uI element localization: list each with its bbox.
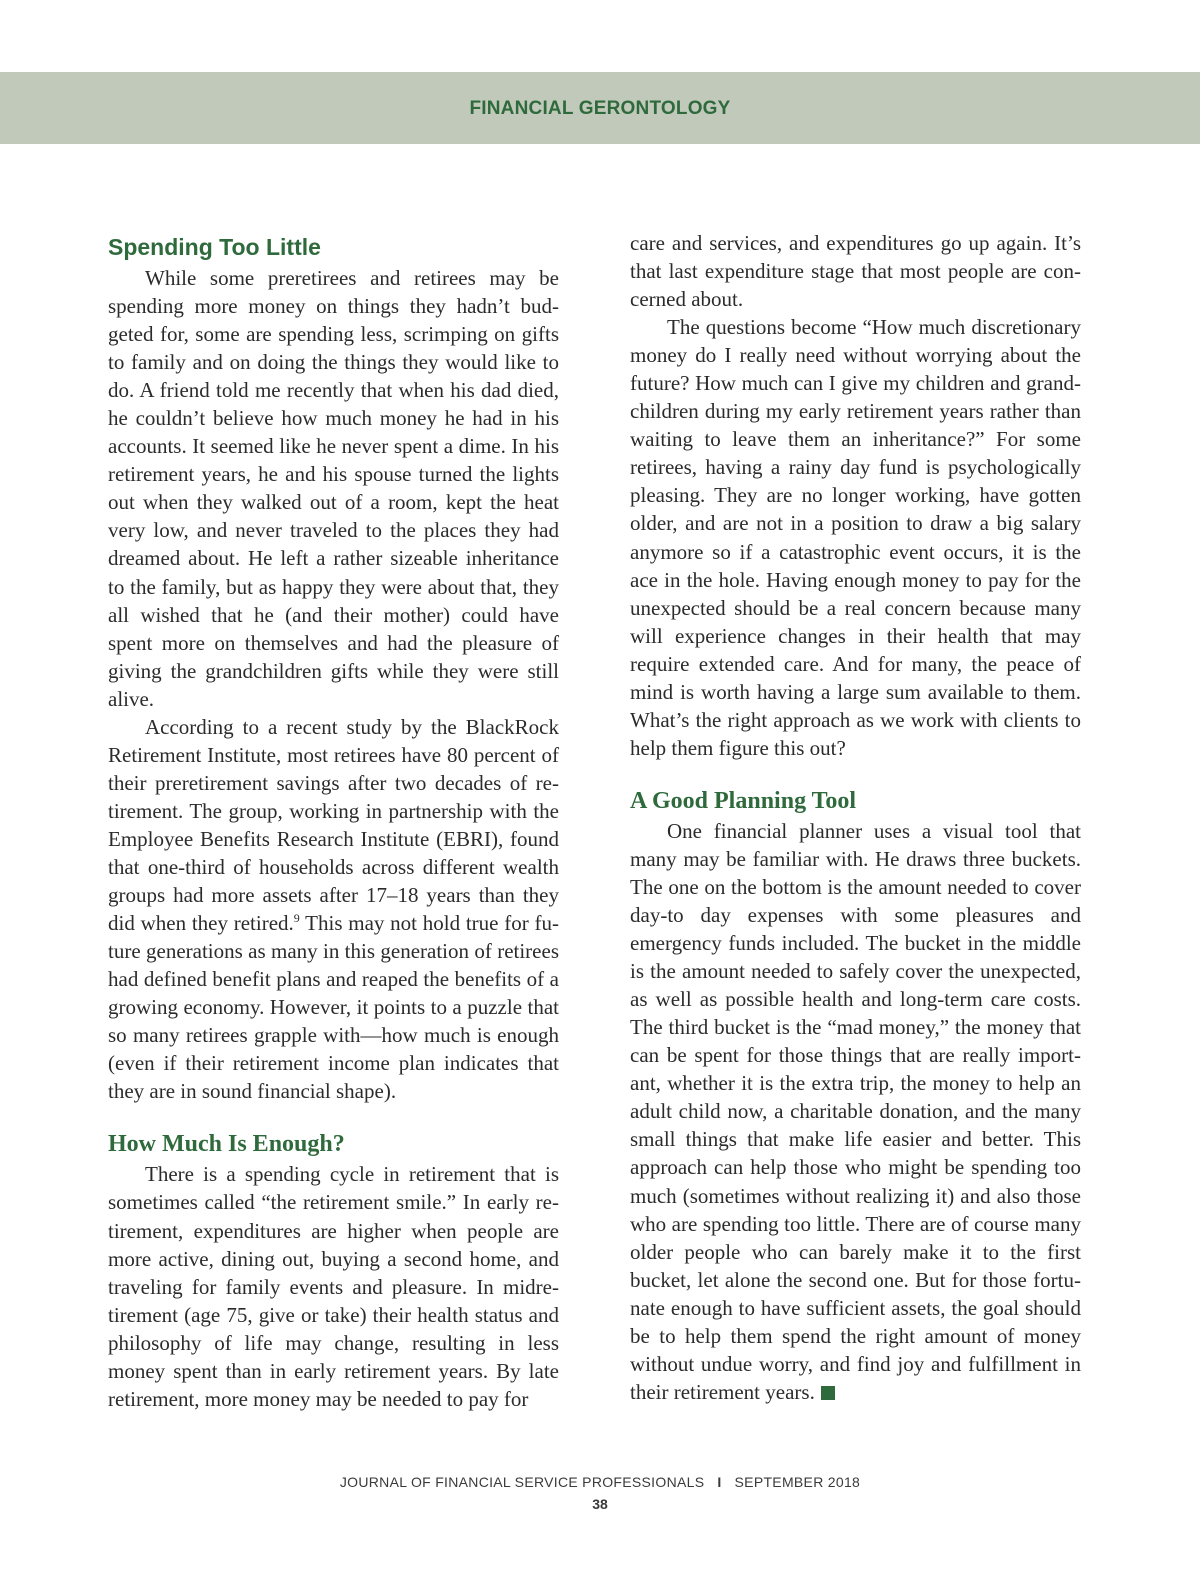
paragraph: care and services, and expenditures go up again. It’s that last expenditure stage that most people are concerned about. xyxy=(630,231,1081,312)
issue-date: SEPTEMBER 2018 xyxy=(734,1474,861,1490)
paragraph-text: According to a recent study by the BlackRock Retirement Institute, most retirees have 80 percent of their preretirement savings after two decades of retirement. The group, working in partnership with the Employee Benefits Research Institute (EBRI), found that one-third of households across different wealth groups had more assets after 17–18 years than they did when they retired. xyxy=(108,714,559,936)
running-header xyxy=(0,72,1200,144)
footnote-marker: 9 xyxy=(293,911,300,926)
page-footer xyxy=(0,1474,1200,1512)
right-column xyxy=(630,229,1081,1406)
heading-how-much-is-enough: How Much Is Enough? xyxy=(108,1131,345,1158)
footer-separator: I xyxy=(717,1474,722,1490)
heading-a-good-planning-tool: A Good Planning Tool xyxy=(630,787,857,814)
footer-line xyxy=(0,1474,1200,1490)
heading-spending-too-little: Spending Too Little xyxy=(108,234,321,260)
paragraph: The questions become “How much discretionary money do I really need without worrying about the future? How much can I give my children and grandchildren during my early retirement years rather than waiting to leave them an inheritance?” For some retirees, having a rainy day fund is psychologically pleasing. They are no longer working, have gotten older, and are not in a position to draw a big salary anymore so if a catastrophic event occurs, it is the ace in the hole. Having enough money to pay for the unexpected should be a real concern because many will experience changes in their health that may require extended care. And for many, the peace of mind is worth having a large sum available to them. What’s the right approach as we work with clients to help them figure this out? xyxy=(630,315,1081,760)
end-of-article-square-icon xyxy=(821,1386,835,1400)
paragraph xyxy=(108,713,559,1106)
paragraph-text: One financial planner uses a visual tool that many may be familiar with. He draws three buckets. The one on the bottom is the amount needed to cover day-to day expenses with some pleasures and emergency funds included. The bucket in the middle is the amount needed to safely cover the unexpected, as well as possible health and long-term care costs. The third bucket is the “mad money,” the money that can be spent for those things that are really important, whether it is the extra trip, the money to help an adult child now, a charitable donation, and the many small things that make life easier and better. This approach can help those who might be spending too much (sometimes without realizing it) and also those who are spending too little. There are of course many older people who can barely make it to the first bucket, let alone the second one. But for those fortunate enough to have sufficient assets, the goal should be to help them spend the right amount of money without undue worry, and find joy and fulfillment in their retirement years. xyxy=(630,818,1081,1404)
section-title: FINANCIAL GERONTOLOGY xyxy=(469,98,731,119)
journal-name: JOURNAL OF FINANCIAL SERVICE PROFESSIONALS xyxy=(339,1474,705,1490)
left-column xyxy=(108,228,559,1413)
paragraph: There is a spending cycle in retirement that is sometimes called “the retirement smile.” In early retirement, expenditures are higher when people are more active, dining out, buying a second home, and traveling for family events and pleasure. In midretirement (age 75, give or take) their health status and philosophy of life may change, resulting in less money spent than in early retirement years. By late retirement, more money may be needed to pay for xyxy=(108,1162,559,1411)
paragraph-text: This may not hold true for future generations as many in this generation of retirees had defined benefit plans and reaped the benefits of a growing economy. However, it points to a puzzle that so many retirees grapple with—how much is enough (even if their retirement income plan indicates that they are in sound financial shape). xyxy=(108,911,559,1104)
paragraph: While some preretirees and retirees may be spending more money on things they hadn’t budgeted for, some are spending less, scrimping on gifts to family and on doing the things they would like to do. A friend told me recently that when his dad died, he couldn’t believe how much money he had in his accounts. It seemed like he never spent a dime. In his retirement years, he and his spouse turned the lights out when they walked out of a room, kept the heat very low, and never traveled to the places they had dreamed about. He left a rather sizeable inheritance to the family, but as happy they were about that, they all wished that he (and their mother) could have spent more on themselves and had the pleasure of giving the grandchildren gifts while they were still alive. xyxy=(108,266,559,711)
paragraph xyxy=(630,817,1081,1406)
page-number: 38 xyxy=(592,1496,608,1512)
